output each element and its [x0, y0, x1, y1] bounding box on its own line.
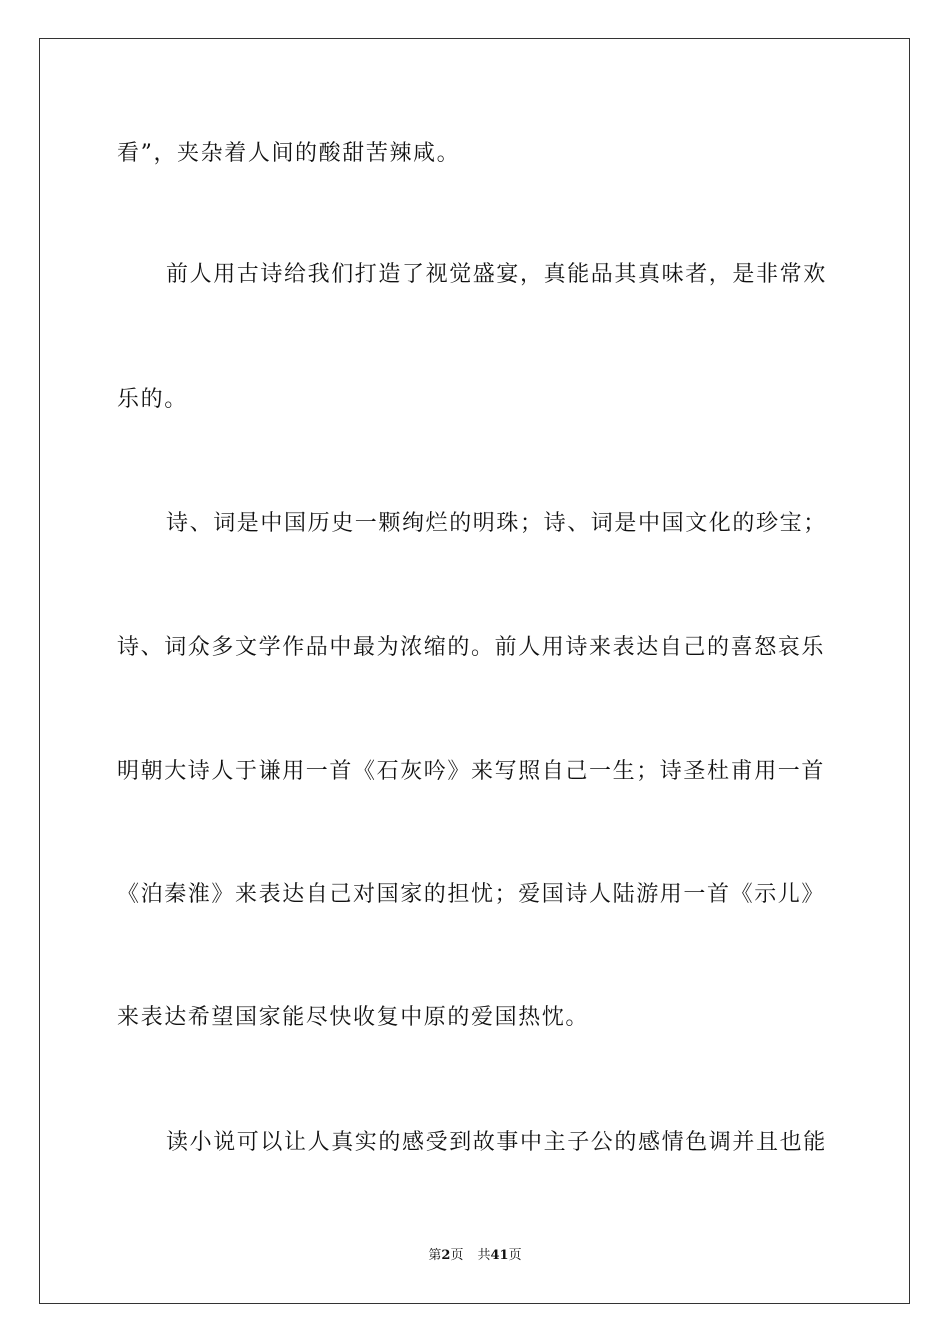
- body-line-4: 诗、词是中国历史一颗绚烂的明珠；诗、词是中国文化的珍宝；: [166, 511, 827, 536]
- body-line-1: 看”，夹杂着人间的酸甜苦辣咸。: [117, 141, 461, 166]
- footer-page-suffix: 页: [450, 1248, 464, 1263]
- body-line-2: 前人用古诗给我们打造了视觉盛宴，真能品其真味者，是非常欢: [166, 262, 827, 287]
- body-line-9: 读小说可以让人真实的感受到故事中主子公的感情色调并且也能: [166, 1130, 827, 1155]
- page-border: [39, 38, 910, 1304]
- footer-page-number: 2: [441, 1248, 451, 1263]
- body-line-5: 诗、词众多文学作品中最为浓缩的。前人用诗来表达自己的喜怒哀乐: [117, 635, 826, 660]
- body-line-8: 来表达希望国家能尽快收复中原的爱国热忱。: [117, 1005, 590, 1030]
- body-line-7: 《泊秦淮》来表达自己对国家的担忧；爱国诗人陆游用一首《示儿》: [117, 882, 826, 907]
- body-line-6: 明朝大诗人于谦用一首《石灰吟》来写照自己一生；诗圣杜甫用一首: [117, 759, 826, 784]
- page-footer: [0, 1247, 950, 1265]
- body-line-3: 乐的。: [117, 387, 188, 412]
- footer-page-prefix: 第: [428, 1248, 442, 1263]
- footer-total-suffix: 页: [508, 1248, 522, 1263]
- footer-total-prefix: 共: [477, 1248, 491, 1263]
- footer-total-pages: 41: [490, 1248, 509, 1263]
